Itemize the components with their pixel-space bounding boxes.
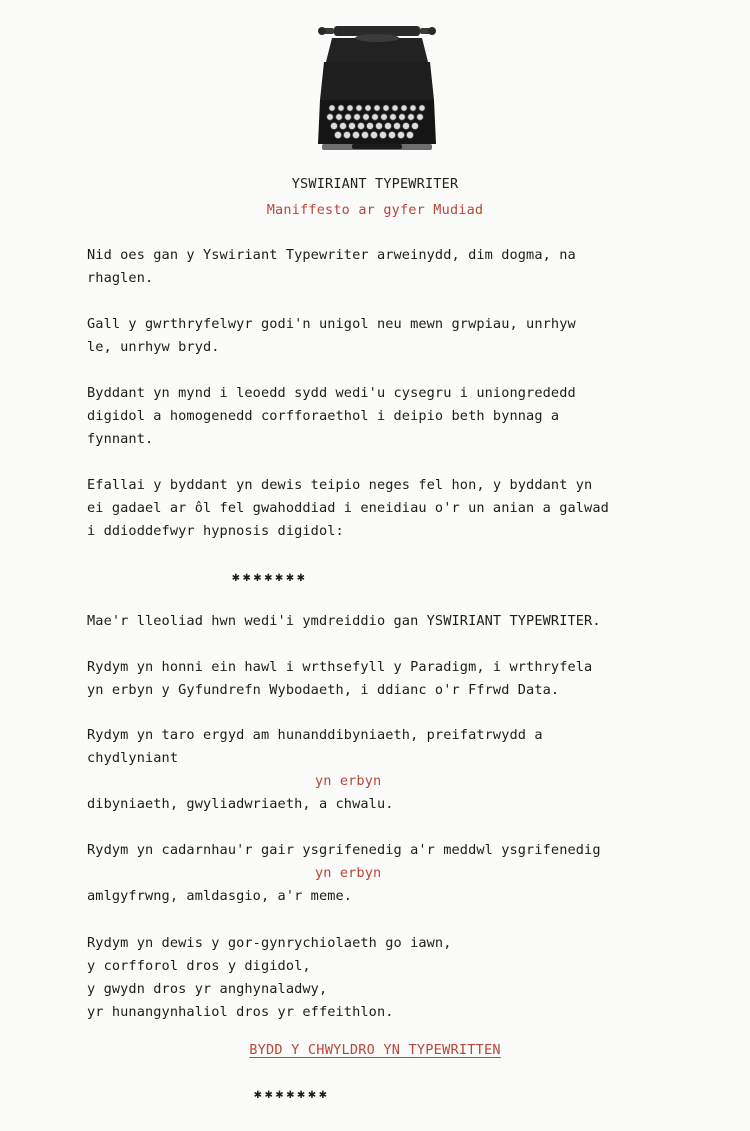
paragraph-self-reliance-line1: Rydym yn taro ergyd am hunanddibyniaeth, preifatrwydd a [87,727,543,743]
paragraph-leadership: Nid oes gan y Yswiriant Typewriter arweinydd, dim dogma, na rhaglen. [87,247,576,286]
revolution-slogan: BYDD Y CHWYLDRO YN TYPEWRITTEN [249,1042,501,1058]
against-label-1: yn erbyn [315,773,382,789]
footer-stars: ✱✱✱✱✱✱✱ [254,1087,330,1102]
manifesto-title: YSWIRIANT TYPEWRITER [291,176,459,192]
manifesto-subtitle: Maniffesto ar gyfer Mudiad [266,202,484,218]
paragraph-paradigm: Rydym yn honni ein hawl i wrthsefyll y Paradigm, i wrthryfela yn erbyn y Gyfundrefn Wybodaeth, i ddianc o'r Ffrwd Data. [87,659,593,698]
paragraph-self-reliance-line3: dibyniaeth, gwyliadwriaeth, a chwalu. [87,796,394,812]
typewriter-icon [316,22,438,156]
paragraph-written-word-line1: Rydym yn cadarnhau'r gair ysgrifenedig a'r meddwl ysgrifenedig [87,842,601,858]
paragraph-choices: Rydym yn dewis y gor-gynrychiolaeth go iawn, y corfforol dros y digidol, y gwydn dros yr anghynaladwy, yr hunangynhaliol dros yr effeithlon. [87,935,452,1020]
paragraph-self-reliance-line2: chydlyniant [87,750,179,766]
paragraph-infiltrated: Mae'r lleoliad hwn wedi'i ymdreiddio gan YSWIRIANT TYPEWRITER. [87,613,601,629]
paragraph-rebels: Gall y gwrthryfelwyr godi'n unigol neu mewn grwpiau, unrhyw le, unrhyw bryd. [87,316,576,355]
paragraph-written-word-line2: amlgyfrwng, amldasgio, a'r meme. [87,888,353,904]
separator-stars: ✱✱✱✱✱✱✱ [232,570,308,585]
against-label-2: yn erbyn [315,865,382,881]
paragraph-message: Efallai y byddant yn dewis teipio neges fel hon, y byddant yn ei gadael ar ôl fel gwahoddiad i eneidiau o'r un anian a galwad i ddioddefwyr hypnosis digidol: [87,477,609,539]
paragraph-places: Byddant yn mynd i leoedd sydd wedi'u cysegru i uniongrededd digidol a homogenedd corfforaethol i deipio beth bynnag a fynnant. [87,385,576,447]
